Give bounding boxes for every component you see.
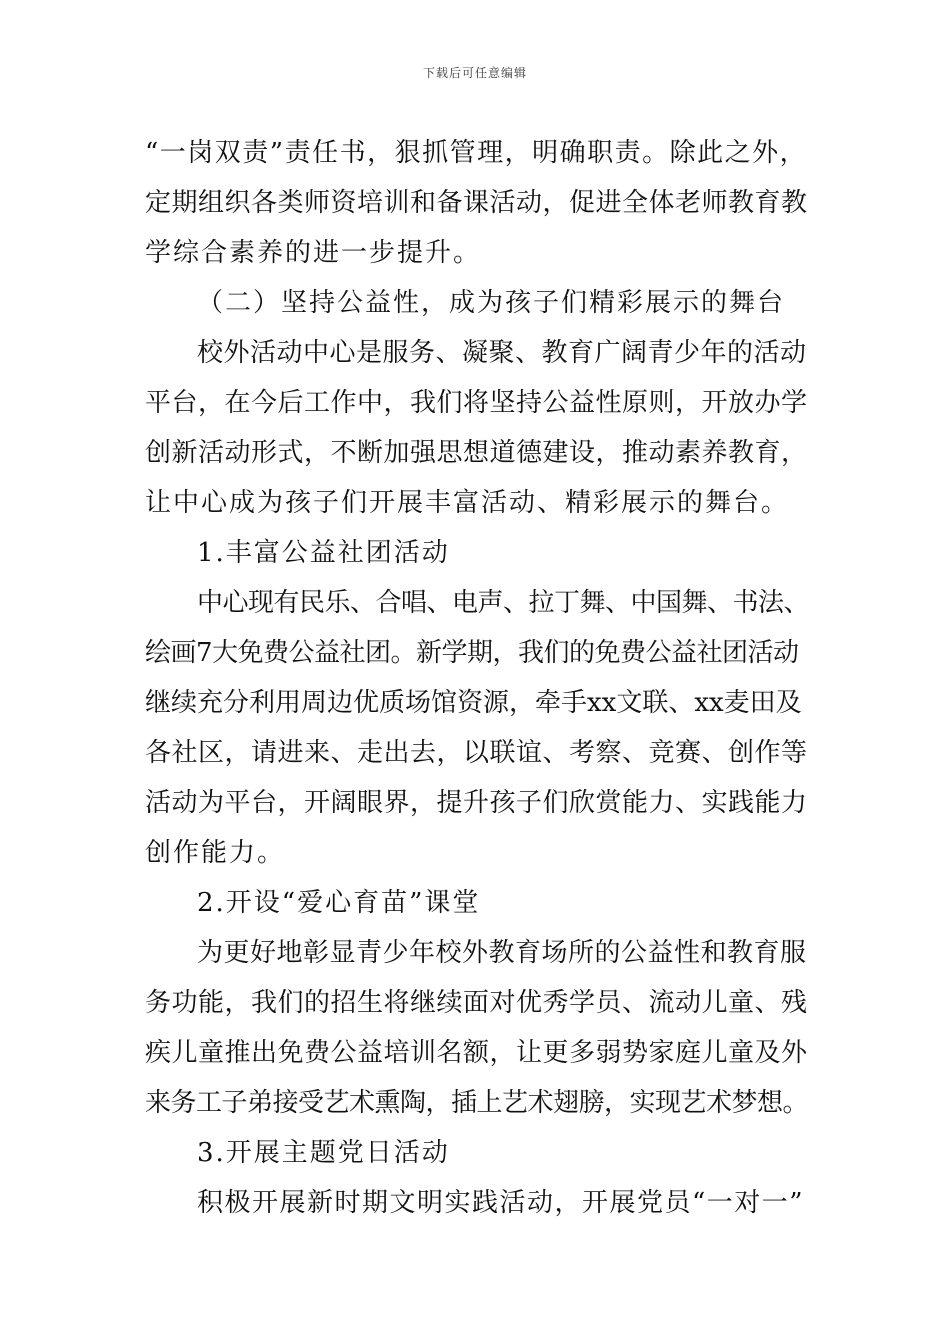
text-line: 各社区，请进来、走出去，以联谊、考察、竞赛、创作等 — [145, 738, 808, 768]
text-line: 平台，在今后工作中，我们将坚持公益性原则，开放办学 — [145, 388, 808, 418]
text-line: 创新活动形式，不断加强思想道德建设，推动素养教育， — [145, 438, 808, 468]
text-line: 继续充分利用周边优质场馆资源，牵手xx文联、xx麦田及 — [145, 688, 802, 718]
text-line: 学综合素养的进一步提升。 — [145, 238, 482, 268]
text-line: 创作能力。 — [145, 838, 286, 868]
subsection-heading: 2.开设“爱心育苗”课堂 — [197, 888, 481, 918]
text-line: “一岗双责”责任书，狠抓管理，明确职责。除此之外， — [145, 138, 808, 168]
text-line: 绘画7大免费公益社团。新学期，我们的免费公益社团活动 — [145, 638, 799, 668]
text-line: 校外活动中心是服务、凝聚、教育广阔青少年的活动 — [197, 338, 807, 368]
text-line: 定期组织各类师资培训和备课活动，促进全体老师教育教 — [145, 188, 808, 218]
text-line: 务功能，我们的招生将继续面对优秀学员、流动儿童、残 — [145, 988, 808, 1018]
text-line: 活动为平台，开阔眼界，提升孩子们欣赏能力、实践能力 — [145, 788, 808, 818]
text-line: 疾儿童推出免费公益培训名额，让更多弱势家庭儿童及外 — [145, 1038, 808, 1068]
page-header: 下载后可任意编辑 — [422, 66, 527, 80]
text-line: 为更好地彰显青少年校外教育场所的公益性和教育服 — [197, 938, 807, 968]
text-line: 让中心成为孩子们开展丰富活动、精彩展示的舞台。 — [145, 488, 790, 518]
subsection-heading: 3.开展主题党日活动 — [197, 1138, 450, 1168]
text-line: 积极开展新时期文明实践活动，开展党员“一对一” — [197, 1188, 805, 1218]
section-heading: （二）坚持公益性，成为孩子们精彩展示的舞台 — [197, 288, 786, 318]
text-line: 中心现有民乐、合唱、电声、拉丁舞、中国舞、书法、 — [197, 588, 810, 618]
body-text — [145, 128, 810, 1228]
subsection-heading: 1.丰富公益社团活动 — [197, 538, 450, 568]
text-line: 来务工子弟接受艺术熏陶，插上艺术翅膀，实现艺术梦想。 — [145, 1088, 809, 1118]
